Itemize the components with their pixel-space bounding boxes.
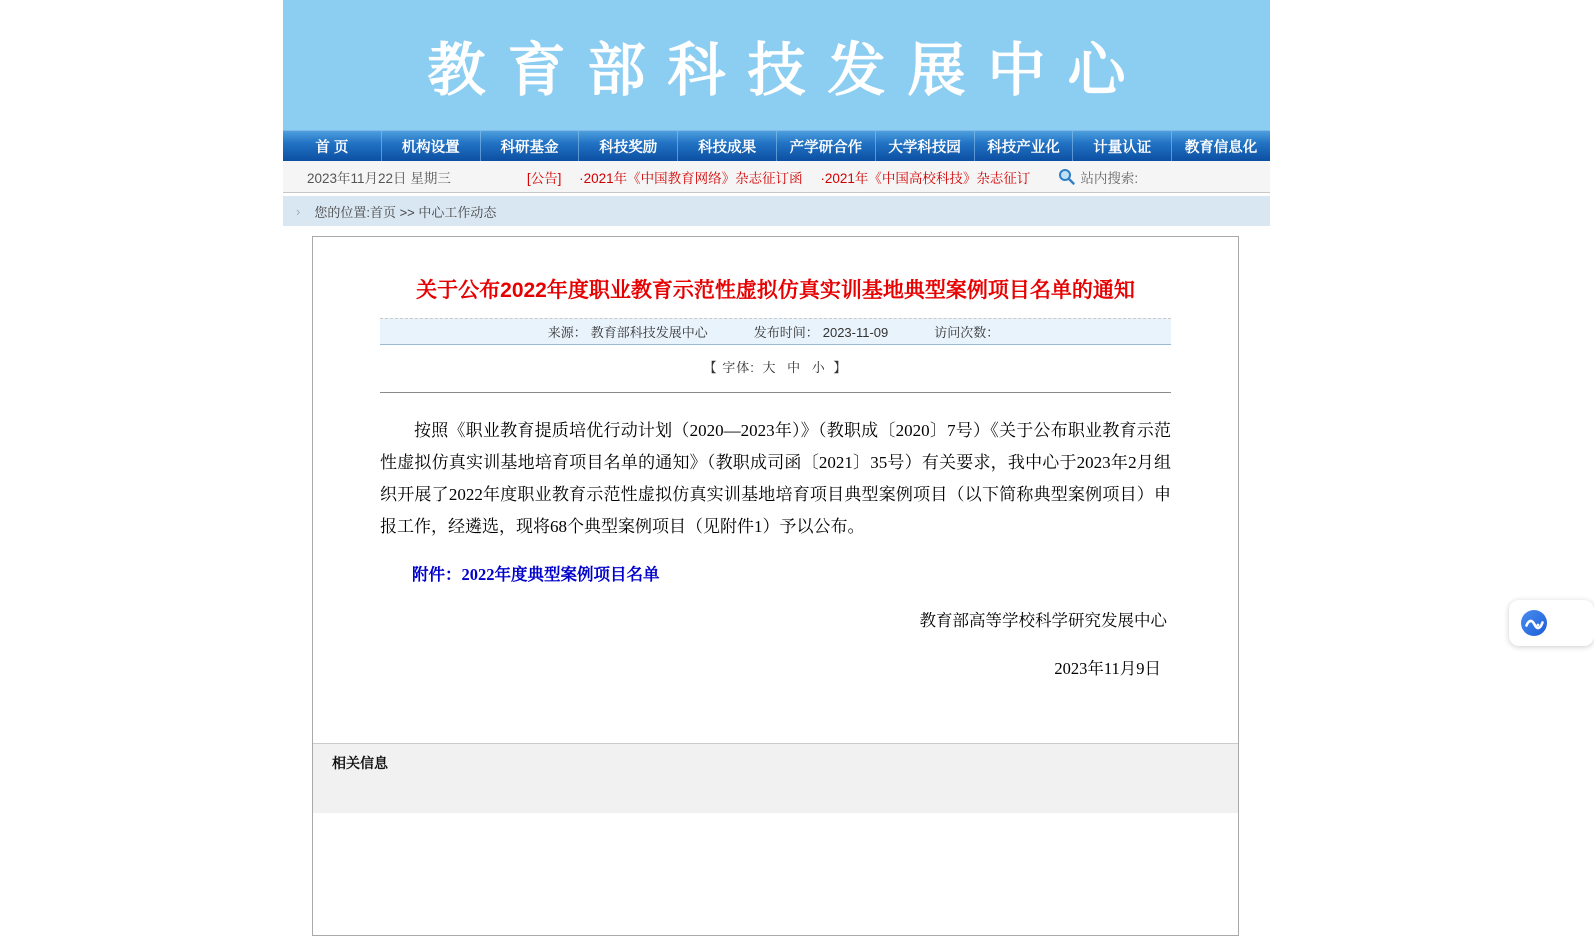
info-bar (283, 161, 1270, 193)
divider (380, 392, 1171, 393)
nav-item-achievement[interactable]: 科技成果 (678, 131, 777, 161)
attachment-link[interactable]: 附件：2022年度典型案例项目名单 (412, 565, 660, 584)
site-search[interactable] (1058, 167, 1138, 187)
meta-pubdate-value: 2023-11-09 (822, 325, 889, 340)
article-meta-bar (380, 318, 1171, 345)
font-size-bar (380, 357, 1171, 376)
announcement-area (527, 167, 1045, 187)
chevron-right-icon: › (296, 203, 301, 219)
site-banner (283, 0, 1270, 130)
related-info-title: 相关信息 (332, 755, 388, 771)
main-nav (283, 130, 1270, 161)
breadcrumb-prefix: 您的位置: (314, 204, 370, 220)
font-size-small-button[interactable]: 小 (811, 360, 826, 375)
meta-source-value: 教育部科技发展中心 (590, 325, 708, 340)
nav-item-home[interactable]: 首 页 (283, 131, 382, 161)
breadcrumb[interactable]: 首页 >> 中心工作动态 (369, 204, 497, 220)
current-date: 2023年11月22日 星期三 (307, 170, 451, 186)
nav-item-award[interactable]: 科技奖励 (579, 131, 678, 161)
search-icon (1058, 168, 1075, 185)
announcement-link-1[interactable]: ·2021年《中国教育网络》杂志征订函 (579, 170, 803, 186)
article-sign-date: 2023年11月9日 (1054, 659, 1161, 678)
site-wrapper (283, 0, 1270, 936)
nav-item-org[interactable]: 机构设置 (382, 131, 481, 161)
article-container (312, 236, 1239, 936)
nav-item-edu-info[interactable]: 教育信息化 (1184, 139, 1258, 156)
nav-item-metrology[interactable]: 计量认证 (1073, 131, 1172, 161)
attachment-row (380, 561, 1171, 585)
floating-extension-button[interactable] (1509, 600, 1594, 646)
nav-item-fund[interactable]: 科研基金 (481, 131, 580, 161)
nav-item-industry[interactable]: 科技产业化 (975, 131, 1074, 161)
font-bar-prefix: 【 字体: (703, 360, 755, 375)
font-size-medium-button[interactable]: 中 (787, 360, 802, 375)
meta-pubdate (754, 322, 893, 341)
article-signer: 教育部高等学校科学研究发展中心 (919, 611, 1167, 630)
meta-pubdate-label: 发布时间： (753, 325, 819, 340)
breadcrumb-bar (283, 196, 1270, 226)
announcement-label: [公告] (526, 170, 562, 186)
font-size-large-button[interactable]: 大 (762, 360, 777, 375)
related-info-section (313, 743, 1238, 813)
search-label: 站内搜索: (1080, 170, 1139, 186)
nav-item-cooperation[interactable]: 产学研合作 (777, 131, 876, 161)
article-body: 按照《职业教育提质培优行动计划（2020—2023年）》（教职成〔2020〕7号）《关于公布职业教育示范性虚拟仿真实训基地培育项目名单的通知》（教职成司函〔2021〕35号）有关要求，我中心于2023年2月组织开展了2022年度职业教育示范性虚拟仿真实训基地培育项目典型案例项目（以下简称典型案例项目）申报工作，经遴选，现将68个典型案例项目（见附件1）予以公布。 (380, 421, 1171, 536)
article-title: 关于公布2022年度职业教育示范性虚拟仿真实训基地典型案例项目名单的通知 (416, 279, 1135, 302)
site-title: 教育部科技发展中心 (427, 38, 1148, 103)
nav-item-sciencepark[interactable]: 大学科技园 (876, 131, 975, 161)
font-bar-suffix: 】 (833, 360, 848, 375)
meta-source-label: 来源： (547, 325, 587, 340)
meta-visits-label: 访问次数： (934, 325, 1000, 340)
meta-visits (934, 322, 1003, 341)
announcement-link-2[interactable]: ·2021年《中国高校科技》杂志征订 (820, 170, 1031, 186)
translate-extension-icon (1520, 609, 1548, 637)
meta-source (548, 322, 712, 341)
